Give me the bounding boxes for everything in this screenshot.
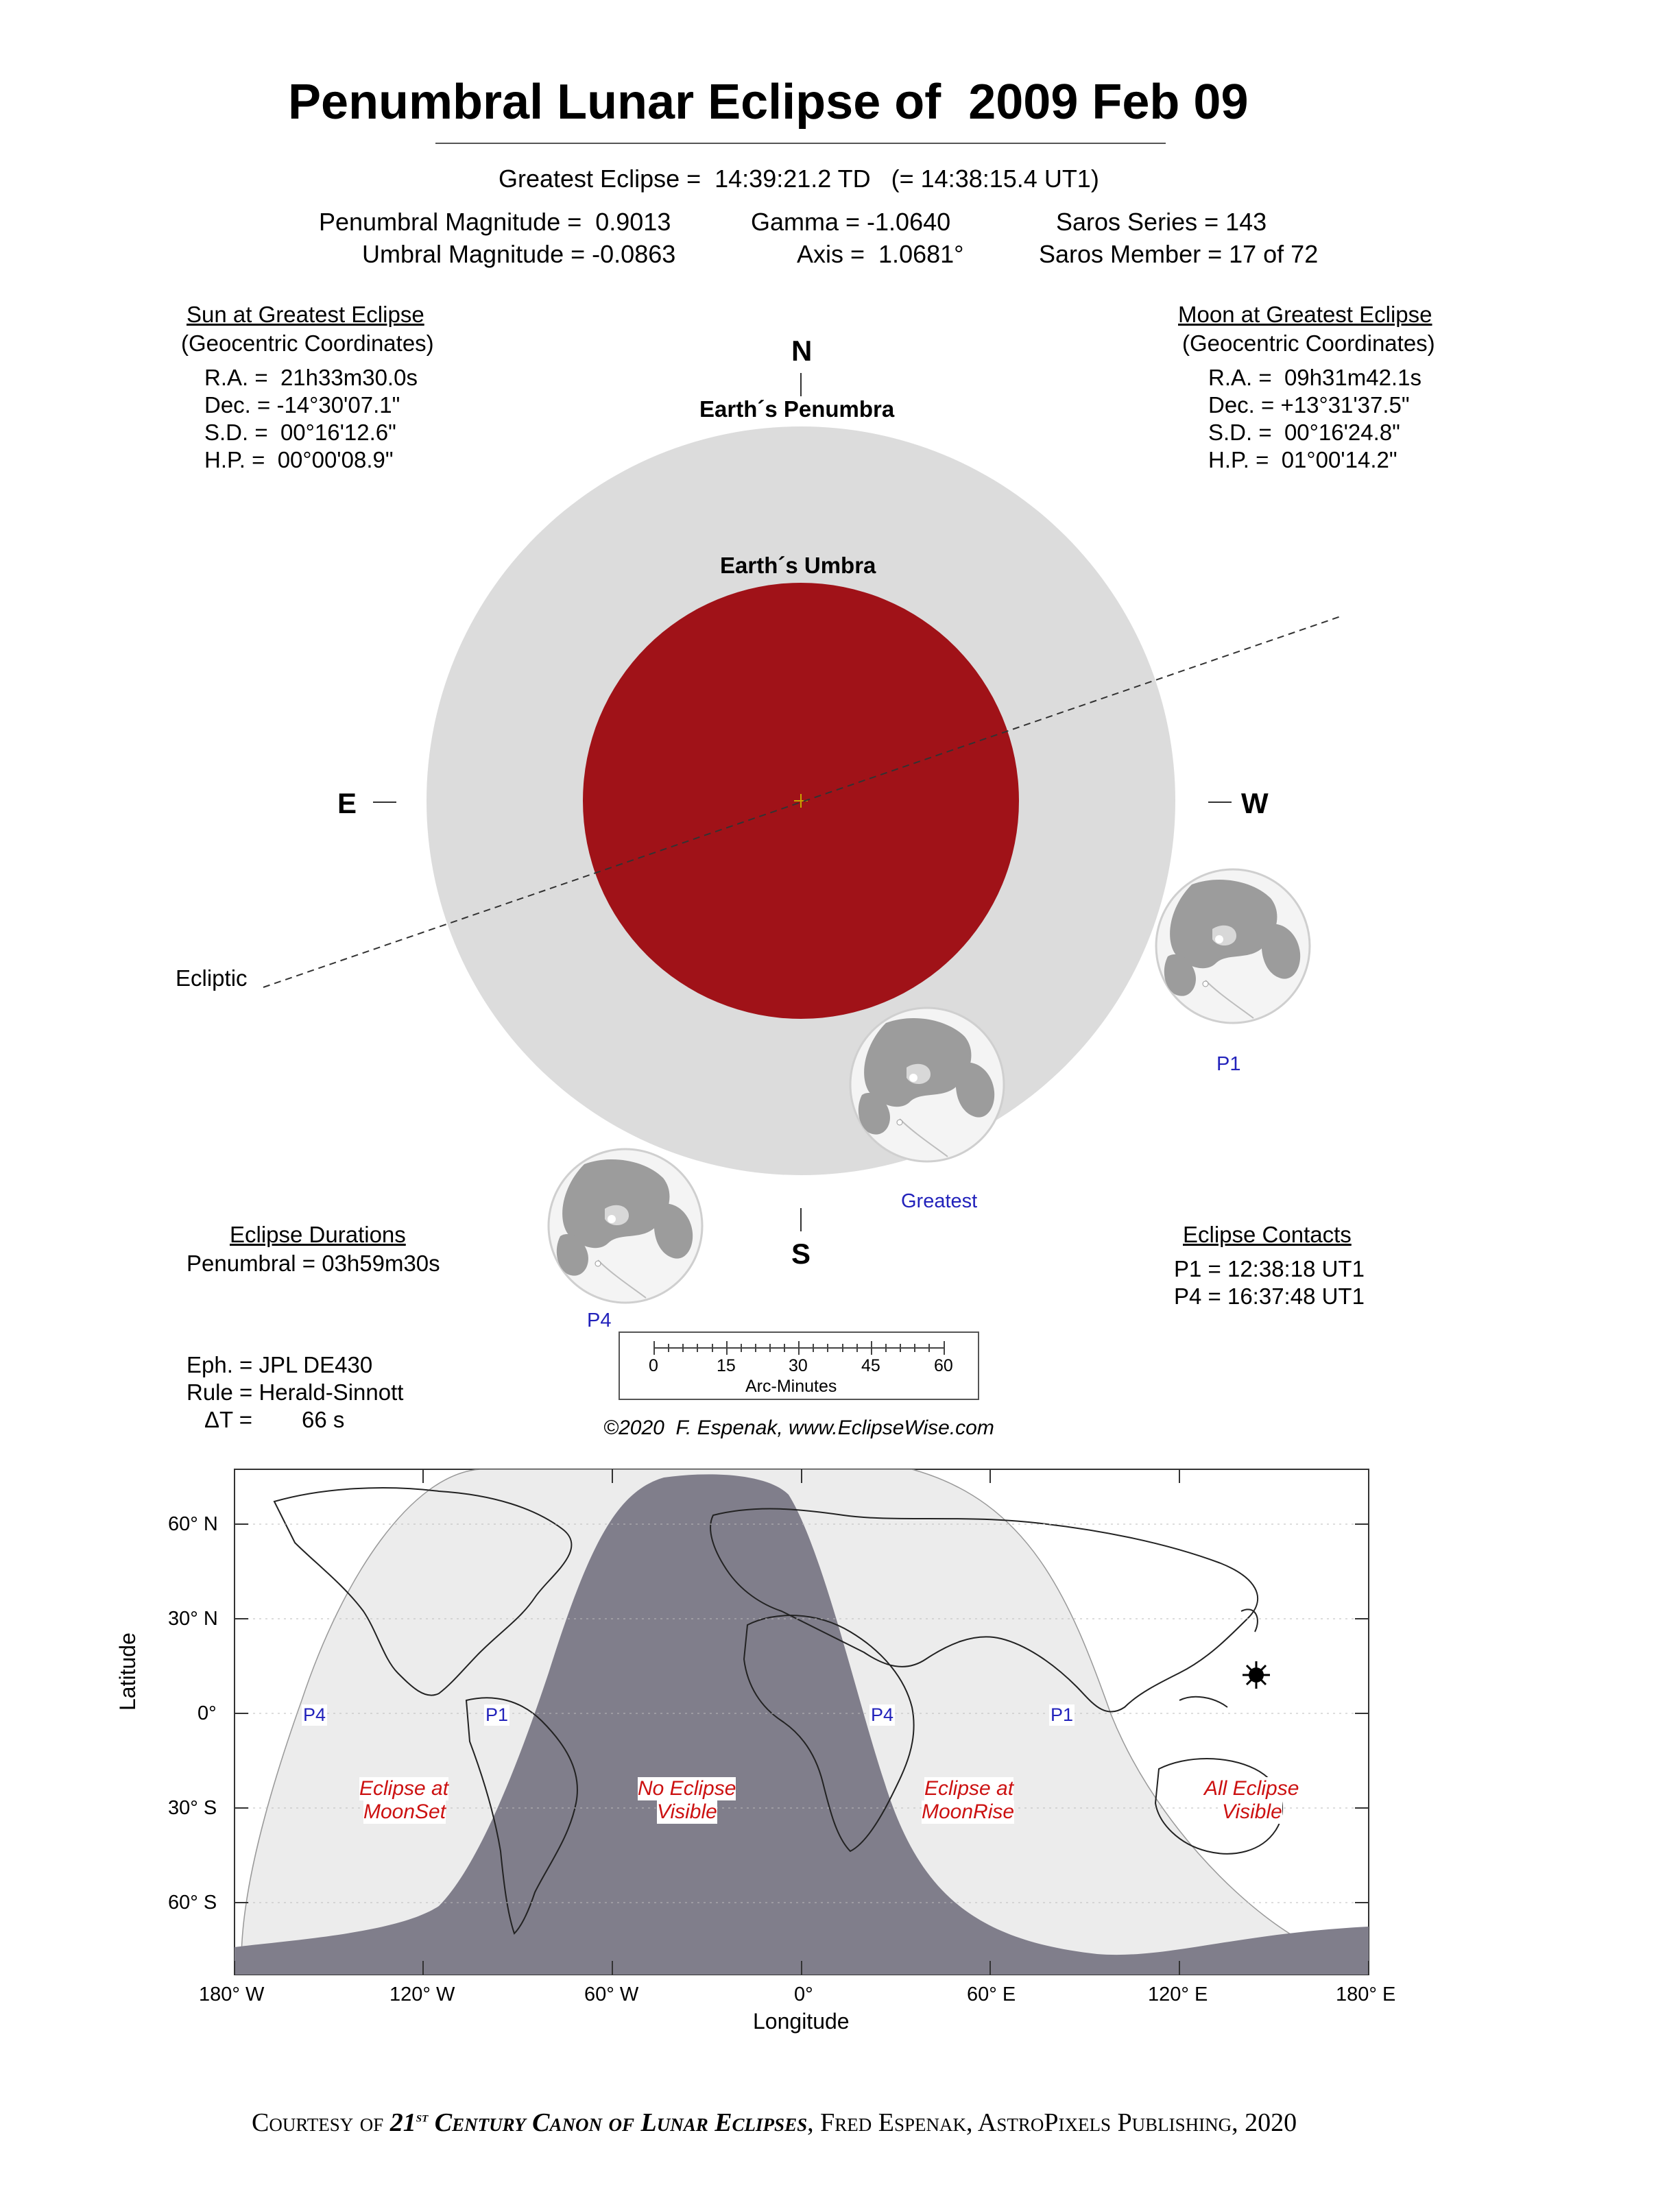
umbral-magnitude: Umbral Magnitude = -0.0863 xyxy=(362,240,676,268)
moon-ra: R.A. = 09h31m42.1s xyxy=(1208,365,1421,390)
axis: Axis = 1.0681° xyxy=(797,240,964,268)
lon-60e: 60° E xyxy=(967,1984,1016,2005)
moon-p4 xyxy=(549,1149,702,1303)
penumbra-label: Earth´s Penumbra xyxy=(699,396,895,422)
moonset-label-1: Eclipse at xyxy=(359,1777,449,1800)
map-p4-left: P4 xyxy=(303,1704,326,1725)
moon-heading: Moon at Greatest Eclipse xyxy=(1178,302,1432,327)
lon-180e: 180° E xyxy=(1336,1984,1396,2005)
gamma: Gamma = -1.0640 xyxy=(751,208,951,236)
moon-hp: H.P. = 01°00'14.2" xyxy=(1208,447,1397,472)
umbra-label: Earth´s Umbra xyxy=(720,553,876,578)
ecliptic-label: Ecliptic xyxy=(176,965,248,991)
scale-tick-0: 0 xyxy=(649,1356,658,1375)
lat-30s: 30° S xyxy=(168,1797,217,1819)
sun-heading: Sun at Greatest Eclipse xyxy=(187,302,424,327)
scale-tick-15: 15 xyxy=(717,1356,736,1375)
p1-moon-label: P1 xyxy=(1216,1053,1241,1075)
footer-rest: , Fred Espenak, AstroPixels Publishing, 2020 xyxy=(807,2108,1297,2137)
contact-p1: P1 = 12:38:18 UT1 xyxy=(1174,1256,1365,1281)
lat-60s: 60° S xyxy=(168,1892,217,1914)
delta-t-value: 66 s xyxy=(302,1407,345,1432)
moon-sd: S.D. = 00°16'24.8" xyxy=(1208,420,1400,445)
lat-60n: 60° N xyxy=(168,1513,218,1535)
lon-120w: 120° W xyxy=(389,1984,455,2005)
greatest-eclipse-time: Greatest Eclipse = 14:39:21.2 TD (= 14:38:15.4 UT1) xyxy=(499,165,1099,193)
west-label: W xyxy=(1241,787,1269,819)
scale-tick-45: 45 xyxy=(861,1356,880,1375)
lon-0: 0° xyxy=(794,1984,813,2005)
scale-tick-30: 30 xyxy=(789,1356,808,1375)
east-label: E xyxy=(337,787,357,819)
sun-hp: H.P. = 00°00'08.9" xyxy=(204,447,394,472)
copyright: ©2020 F. Espenak, www.EclipseWise.com xyxy=(603,1417,994,1439)
no-eclipse-label-1: No Eclipse xyxy=(638,1777,736,1800)
map-p4-right: P4 xyxy=(871,1704,894,1725)
lon-120e: 120° E xyxy=(1148,1984,1208,2005)
rule: Rule = Herald-Sinnott xyxy=(187,1379,404,1405)
footer-credit xyxy=(239,2077,1297,2138)
saros-member: Saros Member = 17 of 72 xyxy=(1039,240,1319,268)
sun-sd: S.D. = 00°16'12.6" xyxy=(204,420,396,445)
moon-greatest xyxy=(850,1008,1004,1161)
scale-tick-60: 60 xyxy=(934,1356,953,1375)
sun-coords-note: (Geocentric Coordinates) xyxy=(181,330,434,356)
penumbral-magnitude: Penumbral Magnitude = 0.9013 xyxy=(319,208,671,236)
all-eclipse-label-2: Visible xyxy=(1222,1800,1282,1823)
map-p1-right: P1 xyxy=(1051,1704,1074,1725)
moon-p1 xyxy=(1156,869,1310,1023)
footer-courtesy: Courtesy of xyxy=(252,2108,390,2137)
map-p1-left: P1 xyxy=(485,1704,509,1725)
latitude-axis-label: Latitude xyxy=(115,1632,140,1711)
ephemeris: Eph. = JPL DE430 xyxy=(187,1352,373,1377)
durations-heading: Eclipse Durations xyxy=(230,1222,406,1247)
lat-30n: 30° N xyxy=(168,1608,218,1630)
sun-marker-icon xyxy=(1243,1661,1270,1689)
north-label: N xyxy=(791,335,813,367)
moonrise-label-2: MoonRise xyxy=(922,1800,1015,1823)
footer-book-title: Century Canon of Lunar Eclipses xyxy=(428,2108,808,2137)
penumbral-duration: Penumbral = 03h59m30s xyxy=(187,1251,440,1276)
sun-dec: Dec. = -14°30'07.1" xyxy=(204,392,400,418)
footer-book-sup: st xyxy=(416,2108,429,2125)
contact-p4: P4 = 16:37:48 UT1 xyxy=(1174,1283,1365,1309)
scale-label: Arc-Minutes xyxy=(745,1377,837,1396)
no-eclipse-label-2: Visible xyxy=(657,1800,717,1823)
moon-dec: Dec. = +13°31'37.5" xyxy=(1208,392,1410,418)
lon-180w: 180° W xyxy=(199,1984,265,2005)
saros-series: Saros Series = 143 xyxy=(1056,208,1267,236)
south-label: S xyxy=(791,1238,811,1270)
footer-book-num: 21 xyxy=(389,2108,416,2137)
moonset-label-2: MoonSet xyxy=(363,1800,446,1823)
contacts-heading: Eclipse Contacts xyxy=(1183,1222,1352,1247)
greatest-moon-label: Greatest xyxy=(901,1190,978,1212)
delta-t-label: ΔT = xyxy=(204,1407,253,1432)
sun-ra: R.A. = 21h33m30.0s xyxy=(204,365,418,390)
lat-0: 0° xyxy=(197,1702,217,1724)
moon-coords-note: (Geocentric Coordinates) xyxy=(1182,330,1435,356)
all-eclipse-label-1: All Eclipse xyxy=(1204,1777,1299,1800)
moonrise-label-1: Eclipse at xyxy=(924,1777,1014,1800)
longitude-axis-label: Longitude xyxy=(753,2009,850,2034)
p4-moon-label: P4 xyxy=(587,1310,612,1331)
lon-60w: 60° W xyxy=(584,1984,639,2005)
page-title: Penumbral Lunar Eclipse of 2009 Feb 09 xyxy=(288,75,1249,130)
